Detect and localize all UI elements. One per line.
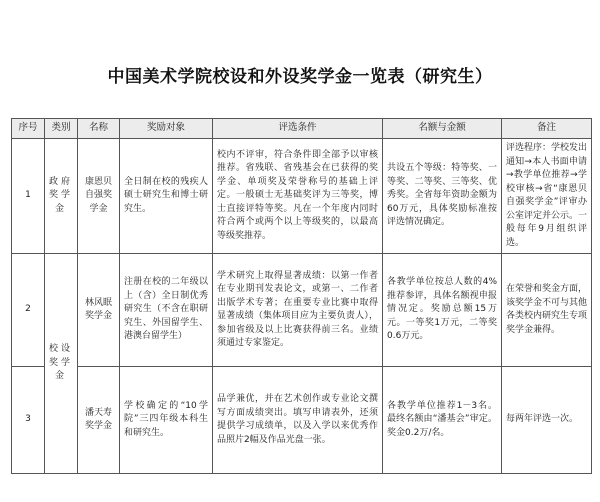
cell-criteria: 校内不评审，符合条件即全部予以审核推荐。省残联、省残基会在已获得的奖学金、单项奖及荣誉称号的基础上评定。一般硕士无基础奖评为三等奖，博士直接评特等奖。凡在一个年度内同时符合两个或两个以上等级奖的，以最高等级奖推荐。 xyxy=(213,139,383,254)
cell-quota: 共设五个等级：特等奖、一等奖、二等奖、三等奖、优秀奖。全省每年资助金额为60万元，具体奖励标准按评选情况确定。 xyxy=(383,139,502,254)
table-row xyxy=(12,367,592,474)
scholarship-table xyxy=(11,118,592,474)
cell-criteria: 学术研究上取得显著成绩：以第一作者在专业期刊发表论文，或第一、二作者出版学术专著；在重要专业比赛中取得显著成绩（集体项目应为主要负责人），参加省级及以上比赛获得前三名。业绩须通过专家鉴定。 xyxy=(213,254,383,367)
cell-no: 1 xyxy=(12,139,45,254)
cell-remarks: 在荣誉和奖金方面，该奖学金不可与其他各类校内研究生专项奖学金兼得。 xyxy=(502,254,592,367)
cell-target: 学校确定的“10学院”三四年级本科生和研究生。 xyxy=(120,367,213,474)
header-remarks: 备注 xyxy=(502,119,592,139)
cell-no: 2 xyxy=(12,254,45,367)
cell-category: 政府奖学金 xyxy=(45,139,78,254)
table-row xyxy=(12,254,592,367)
cell-category: 校设奖学金 xyxy=(45,254,78,474)
cell-remarks: 评选程序：学校发出通知→本人书面申请→教学单位推荐→学校审核→省“康恩贝自强奖学金”评审办公室评定并公示。一般每年9月组织评选。 xyxy=(502,139,592,254)
cell-quota: 各教学单位按总人数的4%推荐参评，具体名额视申报情况定。奖励总额15万元。一等奖1万元，二等奖0.6万元。 xyxy=(383,254,502,367)
header-category: 类别 xyxy=(45,119,78,139)
header-no: 序号 xyxy=(12,119,45,139)
cell-name: 林风眠奖学金 xyxy=(78,254,120,367)
cell-target: 全日制在校的残疾人硕士研究生和博士研究生。 xyxy=(120,139,213,254)
cell-remarks: 每两年评选一次。 xyxy=(502,367,592,474)
header-criteria: 评选条件 xyxy=(213,119,383,139)
table-header-row xyxy=(12,119,592,139)
cell-quota: 各教学单位推荐1－3名。最终名额由“潘基会”审定。奖金0.2万/名。 xyxy=(383,367,502,474)
table-row xyxy=(12,139,592,254)
cell-criteria: 品学兼优，并在艺术创作或专业论文撰写方面成绩突出。填写申请表外，还须提供学习成绩单，以及入学以来优秀作品照片2幅及作品光盘一张。 xyxy=(213,367,383,474)
cell-no: 3 xyxy=(12,367,45,474)
cell-name: 康恩贝自强奖学金 xyxy=(78,139,120,254)
header-target: 奖励对象 xyxy=(120,119,213,139)
cell-name: 潘天寿奖学金 xyxy=(78,367,120,474)
header-name: 名称 xyxy=(78,119,120,139)
header-quota: 名额与金额 xyxy=(383,119,502,139)
cell-target: 注册在校的二年级以上（含）全日制优秀研究生（不含在职研究生、外国留学生、港澳台留学生） xyxy=(120,254,213,367)
document-title: 中国美术学院校设和外设奖学金一览表（研究生） xyxy=(107,67,493,87)
